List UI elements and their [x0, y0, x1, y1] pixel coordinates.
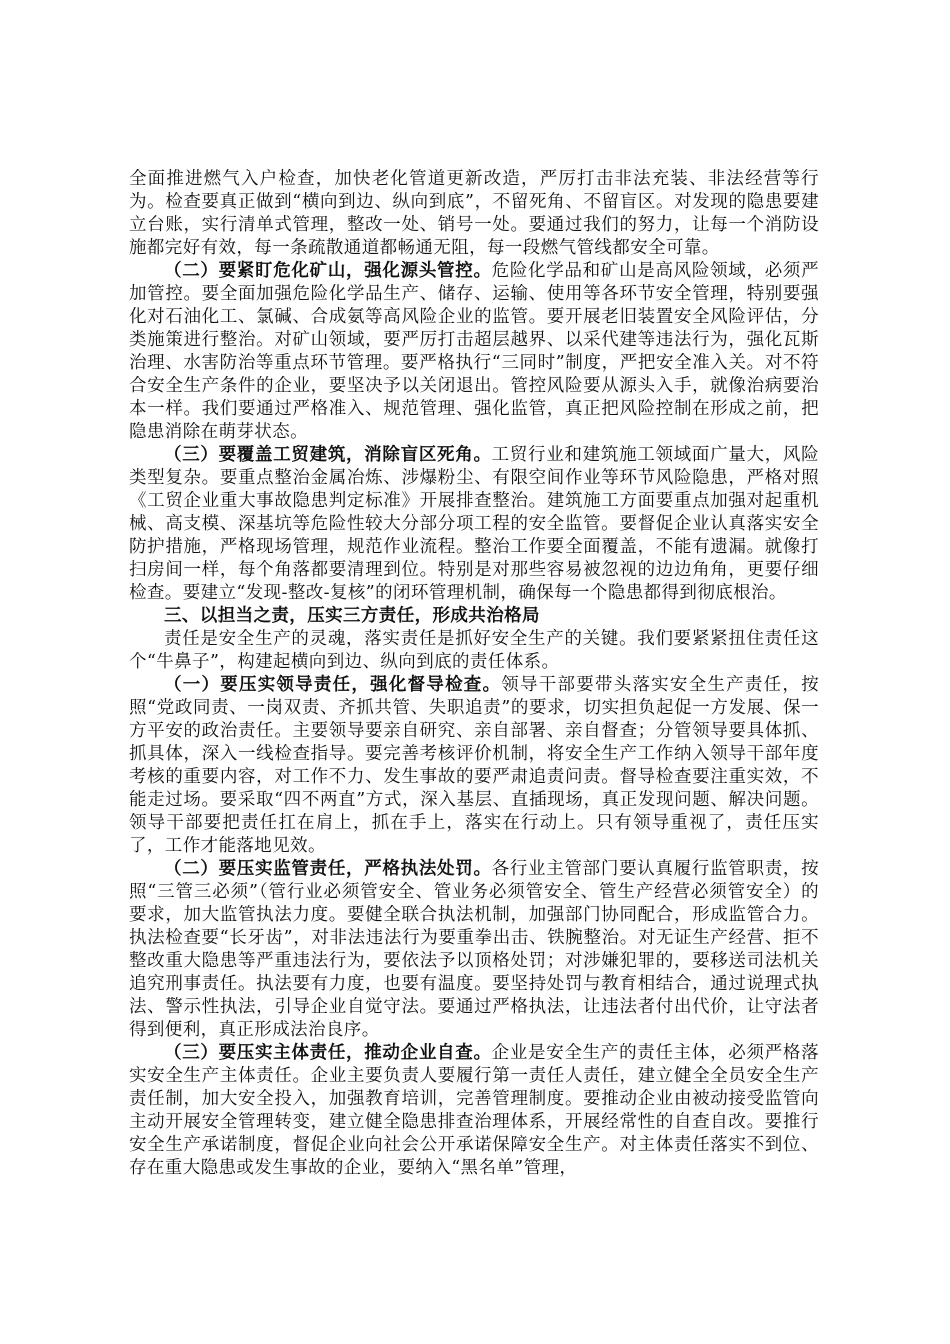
paragraph: [129, 168, 819, 260]
paragraph-lead: （一）要压实领导责任，强化督导检查。: [164, 675, 502, 695]
paragraph-text: 全面推进燃气入户检查，加快老化管道更新改造，严厉打击非法充装、非法经营等行为。检查要真正做到“横向到边、纵向到底”，不留死角、不留盲区。对发现的隐患要建立台账，实行清单式管理，整改一处、销号一处。要通过我们的努力，让每一个消防设施都完好有效，每一条疏散通道都畅通无阻，每一段燃气管线都安全可靠。: [129, 169, 819, 258]
paragraph: [129, 674, 819, 858]
paragraph-text: 工贸行业和建筑施工领域面广量大，风险类型复杂。要重点整治金属冶炼、涉爆粉尘、有限空间作业等环节风险隐患，严格对照《工贸企业重大事故隐患判定标准》开展排查整治。建筑施工方面要重点加强对起重机械、高支模、深基坑等危险性较大分部分项工程的安全监管。要督促企业认真落实安全防护措施，严格现场管理，规范作业流程。整治工作要全面覆盖，不能有遗漏。就像打扫房间一样，每个角落都要清理到位。特别是对那些容易被忽视的边边角角，更要仔细检查。要建立“发现-整改-复核”的闭环管理机制，确保每一个隐患都得到彻底根治。: [129, 445, 820, 603]
paragraph-lead: （二）要压实监管责任，严格执法处罚。: [164, 859, 492, 879]
paragraph-text: 各行业主管部门要认真履行监管职责，按照“三管三必须”（管行业必须管安全、管业务必须管安全、管生产经营必须管安全）的要求，加大监管执法力度。要健全联合执法机制，加强部门协同配合，形成监管合力。执法检查要“长牙齿”，对非法违法行为要重拳出击、铁腕整治。对无证生产经营、拒不整改重大隐患等严重违法行为，要依法予以顶格处罚；对涉嫌犯罪的，要移送司法机关追究刑事责任。执法要有力度，也要有温度。要坚持处罚与教育相结合，通过说理式执法、警示性执法，引导企业自觉守法。要通过严格执法，让违法者付出代价，让守法者得到便利，真正形成法治良序。: [129, 859, 820, 1040]
paragraph-lead: （二）要紧盯危化矿山，强化源头管控。: [164, 261, 492, 281]
paragraph-lead: （三）要压实主体责任，推动企业自查。: [164, 1043, 492, 1063]
paragraph: [129, 1042, 819, 1180]
paragraph-text: 危险化学品和矿山是高风险领域，必须严加管控。要全面加强危险化学品生产、储存、运输、使用等各环节安全管理，特别要强化对石油化工、氯碱、合成氨等高风险企业的监管。要开展老旧装置安全风险评估，分类施策进行整治。对矿山领域，要严厉打击超层越界、以采代建等违法行为，强化瓦斯治理、水害防治等重点环节管理。要严格执行“三同时”制度，严把安全准入关。对不符合安全生产条件的企业，要坚决予以关闭退出。管控风险要从源头入手，就像治病要治本一样。我们要通过严格准入、规范管理、强化监管，真正把风险控制在形成之前，把隐患消除在萌芽状态。: [129, 261, 820, 442]
section-heading-text: 三、以担当之责，压实三方责任，形成共治格局: [164, 606, 540, 626]
paragraph-text: 企业是安全生产的责任主体，必须严格落实安全生产主体责任。企业主要负责人要履行第一责任人责任，建立健全全员安全生产责任制，加大安全投入，加强教育培训，完善管理制度。要推动企业由被动接受监管向主动开展安全管理转变，建立健全隐患排查治理体系，开展经常性的自查自改。要推行安全生产承诺制度，督促企业向社会公开承诺保障安全生产。对主体责任落实不到位、存在重大隐患或发生事故的企业，要纳入“黑名单”管理，: [129, 1043, 820, 1178]
paragraph: [129, 260, 819, 444]
paragraph: [129, 628, 819, 674]
document-body: [129, 168, 819, 1180]
section-heading: [129, 605, 819, 628]
paragraph: [129, 444, 819, 605]
paragraph: [129, 858, 819, 1042]
paragraph-lead: （三）要覆盖工贸建筑，消除盲区死角。: [164, 445, 492, 465]
paragraph-text: 责任是安全生产的灵魂，落实责任是抓好安全生产的关键。我们要紧紧扭住责任这个“牛鼻子”，构建起横向到边、纵向到底的责任体系。: [129, 629, 819, 672]
paragraph-text: 领导干部要带头落实安全生产责任，按照“党政同责、一岗双责、齐抓共管、失职追责”的要求，切实担负起促一方发展、保一方平安的政治责任。主要领导要亲自研究、亲自部署、亲自督查；分管领导要具体抓、抓具体，深入一线检查指导。要完善考核评价机制，将安全生产工作纳入领导干部年度考核的重要内容，对工作不力、发生事故的要严肃追责问责。督导检查要注重实效，不能走过场。要采取“四不两直”方式，深入基层、直插现场，真正发现问题、解决问题。领导干部要把责任扛在肩上，抓在手上，落实在行动上。只有领导重视了，责任压实了，工作才能落地见效。: [129, 675, 819, 856]
